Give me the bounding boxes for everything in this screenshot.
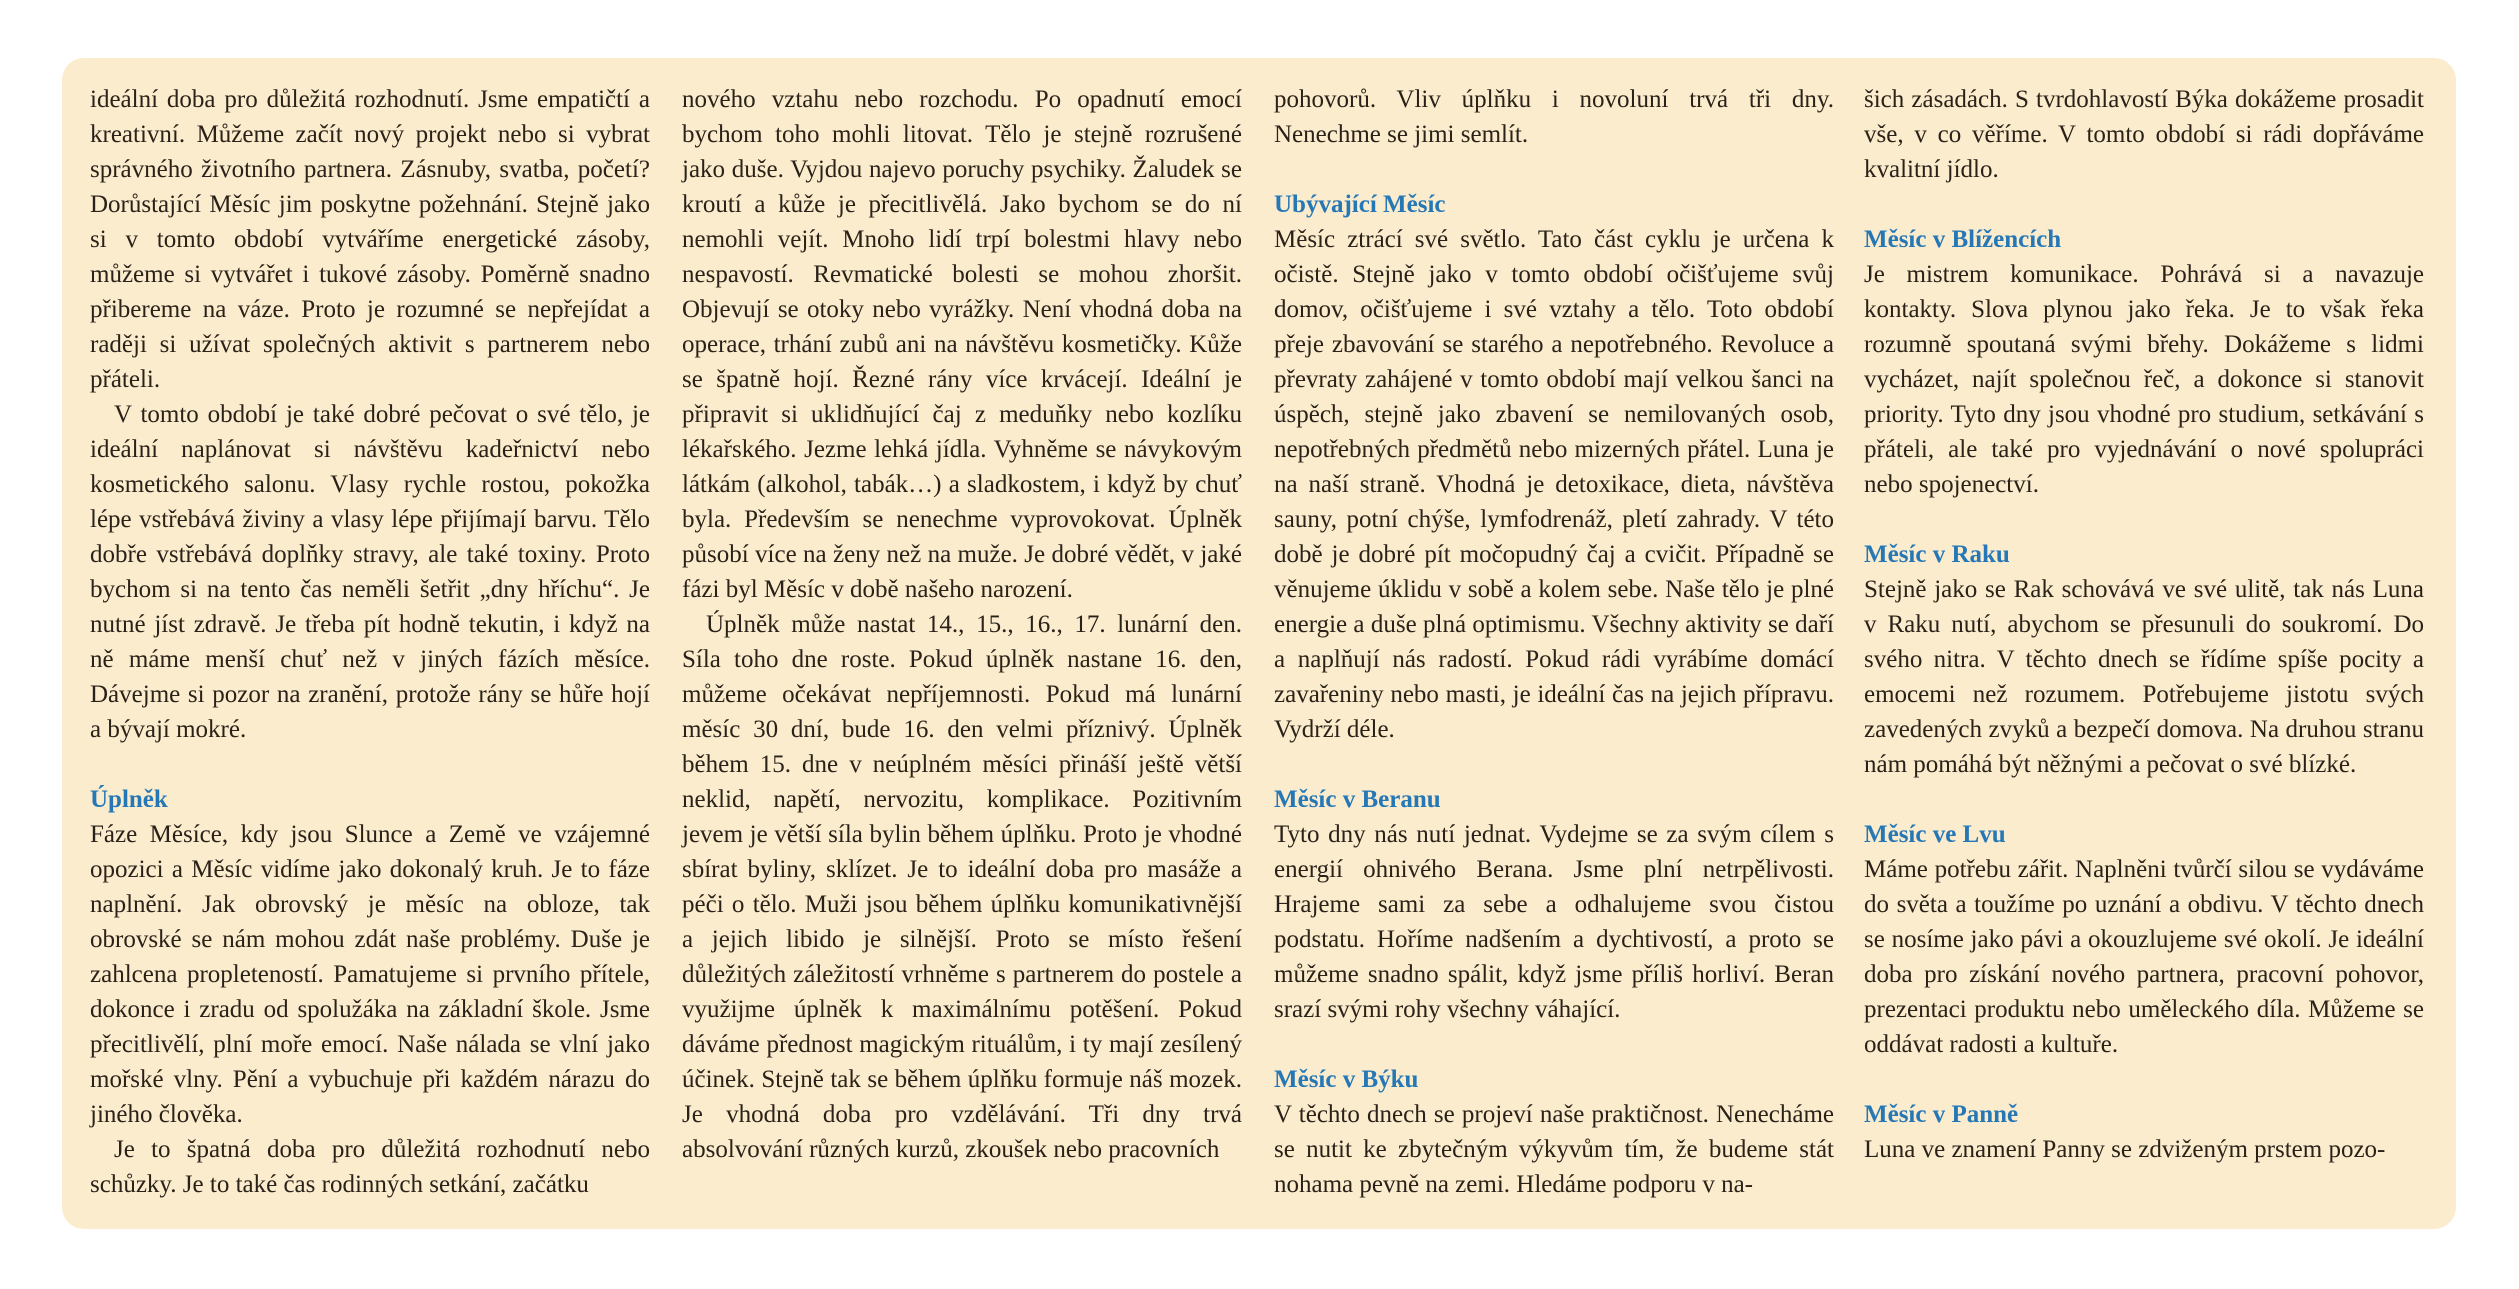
section-spacer: [1864, 502, 2424, 537]
section-spacer: [1864, 1062, 2424, 1097]
paragraph: pohovorů. Vliv úplňku i novoluní trvá tři dny. Nenechme se jimi semlít.: [1274, 86, 1834, 148]
section-heading: Měsíc v Panně: [1864, 1101, 2019, 1128]
section-spacer: [1274, 152, 1834, 187]
section-spacer: [90, 747, 650, 782]
paragraph: Je to špatná doba pro důležitá rozhodnutí nebo schůzky. Je to také čas rodinných setkání, začátku: [90, 1136, 650, 1198]
paragraph: Máme potřebu zářit. Naplněni tvůrčí silou se vydáváme do světa a toužíme po uznání a obdivu. V těchto dnech se nosíme jako pávi a okouzlujeme své okolí. Je ideální doba pro získání nového partnera, pracovní pohovor, prezentaci produktu nebo uměleckého díla. Můžeme se oddávat radosti a kultuře.: [1864, 856, 2424, 1058]
section-heading: Měsíc ve Lvu: [1864, 821, 2006, 848]
section-spacer: [1274, 1027, 1834, 1062]
paragraph: ideální doba pro důležitá rozhodnutí. Jsme empatičtí a kreativní. Můžeme začít nový projekt nebo si vybrat správného životního partnera. Zásnuby, svatba, početí? Dorůstající Měsíc jim poskytne požehnání. Stejně jako si v tomto období vytváříme energetické zásoby, můžeme si vytvářet i tukové zásoby. Poměrně snadno přibereme na váze. Proto je rozumné se nepřejídat a raději si užívat společných aktivit s partnerem nebo přáteli.: [90, 86, 650, 393]
text-column-1: [90, 82, 650, 1202]
section-spacer: [1274, 747, 1834, 782]
section-heading: Měsíc v Raku: [1864, 541, 2010, 568]
section-spacer: [1864, 187, 2424, 222]
text-column-2: [682, 82, 1242, 1167]
paragraph: Stejně jako se Rak schovává ve své ulitě, tak nás Luna v Raku nutí, abychom se přesunuli do soukromí. Do svého nitra. V těchto dnech se řídíme spíše pocity a emocemi než rozumem. Potřebujeme jistotu svých zavedených zvyků a bezpečí domova. Na druhou stranu nám pomáhá být něžnými a pečovat o své blízké.: [1864, 576, 2424, 778]
text-column-3: [1274, 82, 1834, 1202]
paragraph: šich zásadách. S tvrdohlavostí Býka dokážeme prosadit vše, v co věříme. V tomto období si rádi dopřáváme kvalitní jídlo.: [1864, 86, 2424, 183]
section-heading: Měsíc v Býku: [1274, 1066, 1419, 1093]
paragraph: V tomto období je také dobré pečovat o své tělo, je ideální naplánovat si návštěvu kadeřnictví nebo kosmetického salonu. Vlasy rychle rostou, pokožka lépe vstřebává živiny a vlasy lépe přijímají barvu. Tělo dobře vstřebává doplňky stravy, ale také toxiny. Proto bychom si na tento čas neměli šetřit „dny hříchu“. Je nutné jíst zdravě. Je třeba pít hodně tekutin, i když na ně máme menší chuť než v jiných fázích měsíce. Dávejme si pozor na zranění, protože rány se hůře hojí a bývají mokré.: [90, 401, 650, 743]
paragraph: Měsíc ztrácí své světlo. Tato část cyklu je určena k očistě. Stejně jako v tomto období očišťujeme svůj domov, očišťujeme i své vztahy a tělo. Toto období přeje zbavování se starého a nepotřebného. Revoluce a převraty zahájené v tomto období mají velkou šanci na úspěch, stejně jako zbavení se nemilovaných osob, nepotřebných předmětů nebo mizerných přátel. Luna je na naší straně. Vhodná je detoxikace, dieta, návštěva sauny, potní chýše, lymfodrenáž, pletí zahrady. V této době je dobré pít močopudný čaj a cvičit. Případně se věnujeme úklidu v sobě a kolem sebe. Naše tělo je plné energie a duše plná optimismu. Všechny aktivity se daří a naplňují nás radostí. Pokud rádi vyrábíme domácí zavařeniny nebo masti, je ideální čas na jejich přípravu. Vydrží déle.: [1274, 226, 1834, 743]
page-panel: [62, 58, 2456, 1229]
section-heading: Úplněk: [90, 786, 168, 813]
paragraph: nového vztahu nebo rozchodu. Po opadnutí emocí bychom toho mohli litovat. Tělo je stejně rozrušené jako duše. Vyjdou najevo poruchy psychiky. Žaludek se kroutí a kůže je přecitlivělá. Jako bychom se do ní nemohli vejít. Mnoho lidí trpí bolestmi hlavy nebo nespavostí. Revmatické bolesti se mohou zhoršit. Objevují se otoky nebo vyrážky. Není vhodná doba na operace, trhání zubů ani na návštěvu kosmetičky. Kůže se špatně hojí. Řezné rány více krvácejí. Ideální je připravit si uklidňující čaj z meduňky nebo kozlíku lékařského. Jezme lehká jídla. Vyhněme se návykovým látkám (alkohol, tabák…) a sladkostem, i když by chuť byla. Především se nenechme vyprovokovat. Úplněk působí více na ženy než na muže. Je dobré vědět, v jaké fázi byl Měsíc v době našeho narození.: [682, 86, 1242, 603]
paragraph: Úplněk může nastat 14., 15., 16., 17. lunární den. Síla toho dne roste. Pokud úplněk nastane 16. den, můžeme očekávat nepříjemnosti. Pokud má lunární měsíc 30 dní, bude 16. den velmi příznivý. Úplněk během 15. dne v neúplném měsíci přináší ještě větší neklid, napětí, nervozitu, komplikace. Pozitivním jevem je větší síla bylin během úplňku. Proto je vhodné sbírat byliny, sklízet. Je to ideální doba pro masáže a péči o tělo. Muži jsou během úplňku komunikativnější a jejich libido je silnější. Proto se místo řešení důležitých záležitostí vrhněme s partnerem do postele a využijme úplněk k maximálnímu potěšení. Pokud dáváme přednost magickým rituálům, i ty mají zesílený účinek. Stejně tak se během úplňku formuje náš mozek. Je vhodná doba pro vzdělávání. Tři dny trvá absolvování různých kurzů, zkoušek nebo pracovních: [682, 611, 1242, 1163]
paragraph: Tyto dny nás nutí jednat. Vydejme se za svým cílem s energií ohnivého Berana. Jsme plní netrpělivosti. Hrajeme sami za sebe a odhalujeme svou čistou podstatu. Hoříme nadšením a dychtivostí, a proto se můžeme snadno spálit, když jsme příliš horliví. Beran srazí svými rohy všechny váhající.: [1274, 821, 1834, 1023]
text-column-4: [1864, 82, 2424, 1167]
paragraph: Je mistrem komunikace. Pohrává si a navazuje kontakty. Slova plynou jako řeka. Je to však řeka rozumně spoutaná svými břehy. Dokážeme s lidmi vycházet, najít společnou řeč, a dokonce si stanovit priority. Tyto dny jsou vhodné pro studium, setkávání s přáteli, ale také pro vyjednávání o nové spolupráci nebo spojenectví.: [1864, 261, 2424, 498]
paragraph: Luna ve znamení Panny se zdviženým prstem pozo-: [1864, 1136, 2386, 1163]
section-spacer: [1864, 782, 2424, 817]
paragraph: V těchto dnech se projeví naše praktičnost. Nenecháme se nutit ke zbytečným výkyvům tím, že budeme stát nohama pevně na zemi. Hledáme podporu v na-: [1274, 1101, 1834, 1198]
section-heading: Měsíc v Blížencích: [1864, 226, 2062, 253]
section-heading: Ubývající Měsíc: [1274, 191, 1446, 218]
section-heading: Měsíc v Beranu: [1274, 786, 1441, 813]
paragraph: Fáze Měsíce, kdy jsou Slunce a Země ve vzájemné opozici a Měsíc vidíme jako dokonalý kruh. Je to fáze naplnění. Jak obrovský je měsíc na obloze, tak obrovské se nám mohou zdát naše problémy. Duše je zahlcena propleteností. Pamatujeme si prvního přítele, dokonce i zradu od spolužáka na základní škole. Jsme přecitlivělí, plní moře emocí. Naše nálada se vlní jako mořské vlny. Pění a vybuchuje při každém nárazu do jiného člověka.: [90, 821, 650, 1128]
